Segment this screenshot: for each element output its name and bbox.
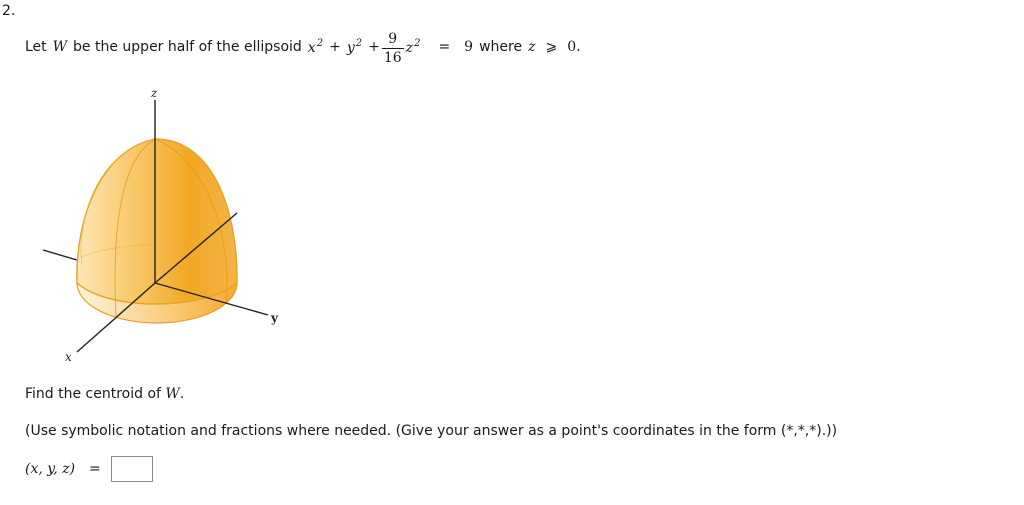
plus-sign: + bbox=[368, 38, 380, 55]
where-text: where bbox=[479, 38, 523, 55]
geq-sign: ⩾ bbox=[545, 38, 558, 55]
ellipsoid-dome bbox=[77, 139, 237, 304]
x-axis-label: x bbox=[65, 350, 72, 364]
prompt-be-text: be the upper half of the ellipsoid bbox=[73, 38, 302, 55]
z-axis-label: z bbox=[151, 86, 158, 100]
answer-hint: (Use symbolic notation and fractions where needed. (Give your answer as a point's coordinates in the form (*,*,*).)) bbox=[25, 423, 838, 439]
answer-row bbox=[25, 456, 153, 482]
find-instruction bbox=[25, 386, 184, 402]
question-number: 2. bbox=[2, 3, 16, 19]
find-period: . bbox=[179, 386, 185, 402]
answer-input[interactable] bbox=[111, 456, 153, 482]
answer-equals: = bbox=[89, 461, 101, 477]
region-variable: W bbox=[52, 38, 68, 55]
y-term: $y^2$ bbox=[346, 37, 363, 56]
z-variable: z bbox=[528, 38, 536, 55]
y-axis-label: y bbox=[271, 311, 278, 325]
bound-value: 0. bbox=[567, 38, 581, 55]
equals-sign: = bbox=[438, 38, 451, 55]
prompt-lead: Let bbox=[25, 38, 47, 55]
region-variable: W bbox=[165, 386, 180, 402]
plus-sign: + bbox=[329, 38, 341, 55]
z-term: $z^2$ bbox=[405, 37, 421, 56]
find-text: Find the centroid of bbox=[25, 386, 161, 402]
x-term: $x^2$ bbox=[307, 37, 324, 56]
answer-label: (x, y, z) bbox=[25, 461, 76, 477]
fraction-denominator: 16 bbox=[383, 50, 402, 66]
rhs-value: 9 bbox=[464, 38, 474, 55]
fraction-numerator: 9 bbox=[388, 31, 398, 47]
